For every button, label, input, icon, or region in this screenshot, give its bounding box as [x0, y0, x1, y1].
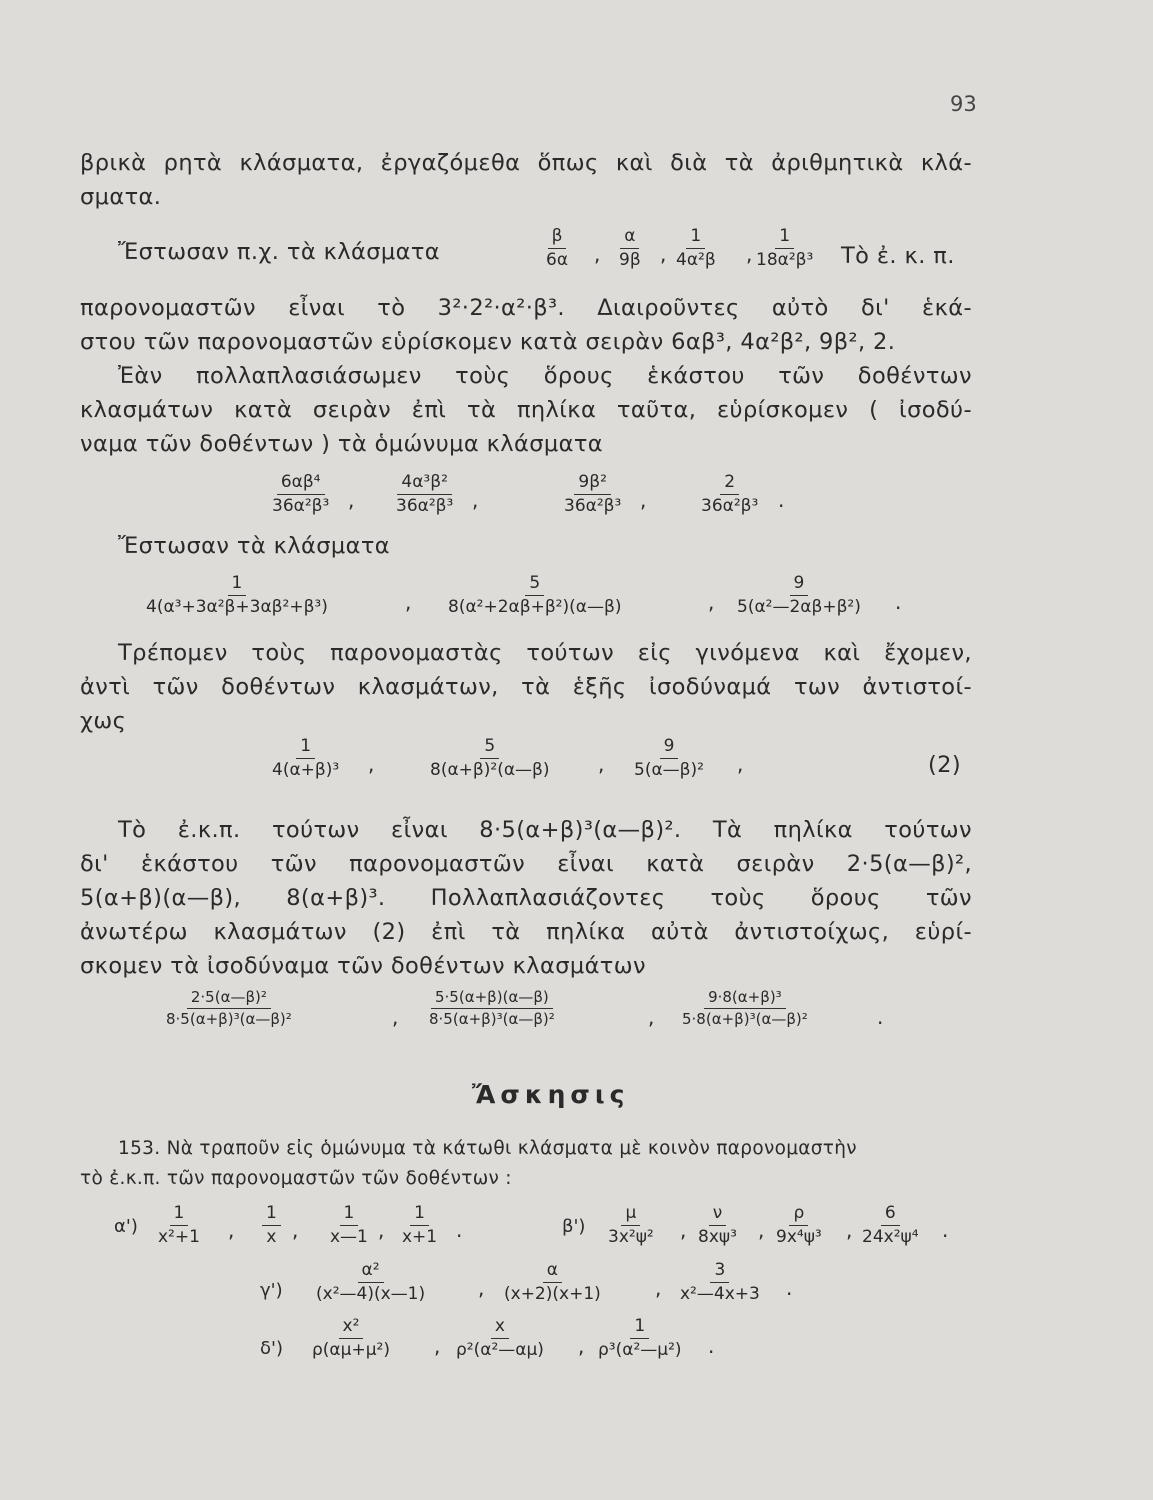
fraction [672, 228, 720, 269]
denominator: 5(α—β)² [634, 760, 704, 780]
denominator: ρ³(α²—μ²) [598, 1340, 682, 1360]
text-line: σματα. [80, 184, 162, 210]
numerator: 1 [340, 1205, 359, 1226]
fraction [326, 1205, 372, 1246]
comma: , [392, 1005, 399, 1029]
comma: , [680, 1218, 687, 1242]
numerator: α [620, 228, 639, 249]
numerator: 6 [881, 1205, 900, 1226]
fraction [308, 1318, 394, 1359]
denominator: x+1 [402, 1227, 438, 1247]
fraction [425, 990, 559, 1027]
numerator: ρ [789, 1205, 808, 1226]
fraction [604, 1205, 658, 1246]
fraction [697, 474, 762, 515]
text-line: Ἐὰν πολλαπλασιάσωμεν τοὺς ὅρους ἑκάστου τῶν δοθέντων [118, 363, 972, 389]
denominator: 9x⁴ψ³ [776, 1227, 822, 1247]
period: . [942, 1218, 949, 1242]
denominator: 5(α²—2αβ+β²) [737, 597, 861, 617]
denominator: x [266, 1227, 277, 1247]
fraction [444, 575, 625, 616]
denominator: 8(α²+2αβ+β²)(α—β) [448, 597, 622, 617]
numerator: x [491, 1318, 509, 1339]
fraction [694, 1205, 741, 1246]
section-title: Ἄσκησις [472, 1080, 630, 1109]
numerator: 1 [170, 1205, 189, 1226]
denominator: x²+1 [158, 1227, 200, 1247]
denominator: 4(α³+3α²β+3αβ²+β³) [146, 597, 328, 617]
fraction [452, 1318, 548, 1359]
text-line: ἀντὶ τῶν δοθέντων κλασμάτων, τὰ ἑξῆς ἰσοδύναμά των ἀντιστοί- [80, 674, 972, 700]
numerator: 9β² [574, 474, 610, 495]
comma: , [472, 488, 479, 512]
denominator: 36α²β³ [564, 496, 622, 516]
denominator: (x+2)(x+1) [504, 1284, 601, 1304]
numerator: 9 [790, 575, 809, 596]
denominator: 4α²β [676, 250, 716, 270]
denominator: 18α²β³ [756, 250, 814, 270]
comma: , [368, 752, 375, 776]
comma: , [746, 242, 753, 266]
numerator: α² [358, 1262, 384, 1283]
fraction [426, 738, 554, 779]
numerator: 1 [296, 738, 315, 759]
fraction [398, 1205, 441, 1246]
period: . [877, 1005, 884, 1029]
period: . [895, 590, 902, 614]
comma: , [640, 488, 647, 512]
comma: , [292, 1218, 299, 1242]
numerator: 1 [686, 228, 705, 249]
numerator: 5 [525, 575, 544, 596]
comma: , [708, 590, 715, 614]
comma: , [578, 1334, 585, 1358]
denominator: 36α²β³ [396, 496, 454, 516]
comma: , [737, 752, 744, 776]
comma: , [228, 1218, 235, 1242]
text-line: δι' ἑκάστου τῶν παρονομαστῶν εἶναι κατὰ σειρὰν 2·5(α—β)², [80, 851, 972, 877]
period: . [456, 1218, 463, 1242]
numerator: 5·5(α+β)(α—β) [431, 990, 553, 1009]
fraction [615, 228, 645, 269]
comma: , [478, 1276, 485, 1300]
numerator: 9·8(α+β)³ [704, 990, 786, 1009]
comma: , [348, 488, 355, 512]
equation-label: (2) [928, 752, 962, 778]
comma: , [846, 1218, 853, 1242]
fraction [676, 1262, 764, 1303]
denominator: 8(α+β)²(α—β) [430, 760, 550, 780]
numerator: 4α³β² [397, 474, 452, 495]
denominator: 8·5(α+β)³(α—β)² [166, 1010, 292, 1028]
period: . [786, 1276, 793, 1300]
text-line: Τὸ ἐ.κ.π. τούτων εἶναι 8·5(α+β)³(α—β)². Τὰ πηλίκα τούτων [118, 817, 972, 843]
comma: , [434, 1334, 441, 1358]
fraction [392, 474, 457, 515]
denominator: 9β [619, 250, 641, 270]
period: . [778, 488, 785, 512]
denominator: 24x²ψ⁴ [862, 1227, 919, 1247]
denominator: 5·8(α+β)³(α—β)² [682, 1010, 808, 1028]
period: . [708, 1334, 715, 1358]
fraction [142, 575, 332, 616]
fraction [312, 1262, 429, 1303]
fraction [154, 1205, 204, 1246]
denominator: 8·5(α+β)³(α—β)² [429, 1010, 555, 1028]
exercise-label: β') [562, 1216, 586, 1237]
page-number: 93 [950, 92, 977, 116]
denominator: 36α²β³ [272, 496, 330, 516]
comma: , [598, 752, 605, 776]
denominator: ρ²(α²—αμ) [456, 1340, 544, 1360]
fraction [262, 1205, 281, 1246]
fraction [772, 1205, 826, 1246]
numerator: 5 [480, 738, 499, 759]
denominator: x²—4x+3 [680, 1284, 760, 1304]
comma: , [648, 1005, 655, 1029]
exercise-label: δ') [260, 1338, 283, 1359]
comma: , [405, 590, 412, 614]
fraction [733, 575, 865, 616]
numerator: α [543, 1262, 562, 1283]
fraction [594, 1318, 686, 1359]
text-line: ἀνωτέρω κλασμάτων (2) ἐπὶ τὰ πηλίκα αὐτὰ ἀντιστοίχως, εὑρί- [80, 919, 972, 945]
denominator: 4(α+β)³ [272, 760, 340, 780]
denominator: 3x²ψ² [608, 1227, 654, 1247]
comma: , [758, 1218, 765, 1242]
denominator: 8xψ³ [698, 1227, 737, 1247]
denominator: x—1 [330, 1227, 368, 1247]
fraction [542, 228, 572, 269]
fraction [858, 1205, 923, 1246]
text-line: Τρέπομεν τοὺς παρονομαστὰς τούτων εἰς γινόμενα καὶ ἔχομεν, [118, 640, 972, 666]
numerator: 6αβ⁴ [277, 474, 325, 495]
fraction [268, 738, 343, 779]
numerator: ν [709, 1205, 727, 1226]
numerator: 1 [262, 1205, 281, 1226]
text-line: στου τῶν παρονομαστῶν εὑρίσκομεν κατὰ σειρὰν 6αβ³, 4α²β², 9β², 2. [80, 329, 896, 355]
text-line: βρικὰ ρητὰ κλάσματα, ἐργαζόμεθα ὅπως καὶ διὰ τὰ ἀριθμητικὰ κλά- [80, 150, 972, 176]
comma: , [655, 1276, 662, 1300]
text-line: Ἔστωσαν π.χ. τὰ κλάσματα [118, 239, 440, 265]
numerator: 1 [630, 1318, 649, 1339]
denominator: (x²—4)(x—1) [316, 1284, 426, 1304]
exercise-statement: 153. Νὰ τραποῦν εἰς ὁμώνυμα τὰ κάτωθι κλάσματα μὲ κοινὸν παρονομαστὴν [118, 1138, 857, 1159]
exercise-statement: τὸ ἐ.κ.π. τῶν παρονομαστῶν τῶν δοθέντων : [80, 1168, 512, 1189]
numerator: 1 [228, 575, 247, 596]
numerator: β [548, 228, 567, 249]
exercise-label: γ') [260, 1280, 283, 1301]
text-line: κλασμάτων κατὰ σειρὰν ἐπὶ τὰ πηλίκα ταῦτα, εὑρίσκομεν ( ἰσοδύ- [80, 397, 972, 423]
text-line: παρονομαστῶν εἶναι τὸ 3²·2²·α²·β³. Διαιροῦντες αὐτὸ δι' ἑκά- [80, 295, 972, 321]
fraction [268, 474, 333, 515]
fraction [560, 474, 625, 515]
numerator: 1 [410, 1205, 429, 1226]
comma: , [594, 242, 601, 266]
numerator: 3 [710, 1262, 729, 1283]
numerator: 2 [720, 474, 739, 495]
text-line: 5(α+β)(α—β), 8(α+β)³. Πολλαπλασιάζοντες τοὺς ὅρους τῶν [80, 885, 972, 911]
fraction [752, 228, 817, 269]
text-line: ναμα τῶν δοθέντων ) τὰ ὁμώνυμα κλάσματα [80, 431, 604, 457]
fraction [630, 738, 708, 779]
fraction [500, 1262, 605, 1303]
numerator: 2·5(α—β)² [187, 990, 271, 1009]
denominator: 6α [546, 250, 569, 270]
numerator: x² [339, 1318, 364, 1339]
comma: , [660, 242, 667, 266]
comma: , [378, 1218, 385, 1242]
fraction [678, 990, 812, 1027]
denominator: ρ(αμ+μ²) [312, 1340, 390, 1360]
fraction [162, 990, 296, 1027]
numerator: 1 [775, 228, 794, 249]
text-line: Ἔστωσαν τὰ κλάσματα [118, 533, 390, 559]
numerator: 9 [660, 738, 679, 759]
text-line: Τὸ ἐ. κ. π. [841, 243, 955, 269]
denominator: 36α²β³ [701, 496, 759, 516]
exercise-label: α') [114, 1216, 138, 1237]
numerator: μ [621, 1205, 640, 1226]
text-line: χως [80, 708, 127, 734]
text-line: σκομεν τὰ ἰσοδύναμα τῶν δοθέντων κλασμάτων [80, 953, 646, 979]
